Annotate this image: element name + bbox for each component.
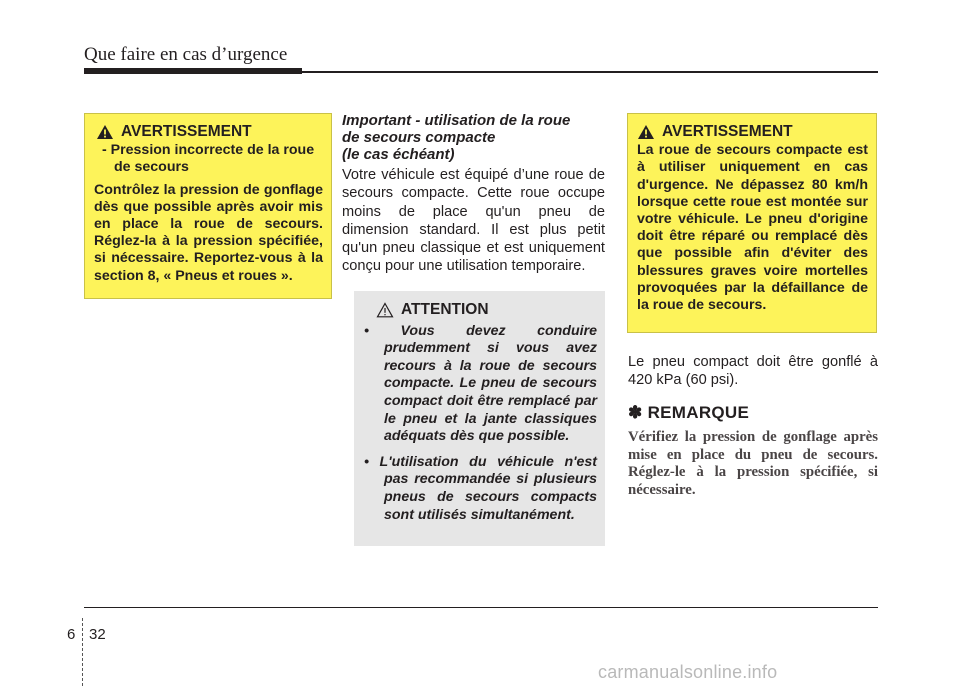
warning-triangle-icon <box>637 124 655 140</box>
header-rule-thick <box>84 68 302 74</box>
warning-heading <box>637 123 868 140</box>
heading-line: de secours compacte <box>342 129 496 146</box>
warning-box-left <box>84 113 332 299</box>
warning-body: La roue de secours compacte est à utiliser uniquement en cas d'urgence. Ne dépassez 80 km/h lorsque cette roue est montée sur votre véhicule. Le pneu d'origine doit être réparé ou remplacé dès que possible afin d'éviter des blessures graves voire mortelles provoquées par la défaillance de la roue de secours. <box>637 142 868 314</box>
section-heading <box>342 112 606 163</box>
attention-item: • Vous devez conduire prudemment si vous avez recours à la roue de secours compacte. Le pneu de secours compact doit être remplacé par le pneu et la jante classiques adéquats dès que possible. <box>364 322 597 445</box>
footer-rule <box>84 607 878 608</box>
warning-triangle-icon <box>96 124 114 140</box>
chapter-number: 6 <box>67 626 76 643</box>
footer-divider <box>82 618 84 686</box>
attention-item: • L'utilisation du véhicule n'est pas recommandée si plusieurs pneus de secours compacts sont utilisés simultanément. <box>364 453 597 523</box>
heading-line: (le cas échéant) <box>342 146 455 163</box>
warning-triangle-icon <box>376 302 394 318</box>
attention-box <box>354 291 605 546</box>
warning-heading <box>96 123 323 140</box>
attention-title: ATTENTION <box>401 301 489 318</box>
inflation-paragraph: Le pneu compact doit être gonflé à 420 kPa (60 psi). <box>628 354 878 389</box>
warning-title: AVERTISSEMENT <box>121 123 252 140</box>
warning-body: Contrôlez la pression de gonflage dès que possible après avoir mis en place la roue de secours. Réglez-la à la pression spécifiée, si nécessaire. Reportez-vous à la section 8, « Pneus et roues ». <box>94 181 323 284</box>
header-rule-thin <box>302 71 878 73</box>
note-body: Vérifiez la pression de gonflage après mise en place du pneu de secours. Réglez-le à la pression spécifiée, si nécessaire. <box>628 429 878 498</box>
heading-line: Important - utilisation de la roue <box>342 112 571 129</box>
page-header-title: Que faire en cas d’urgence <box>84 44 288 65</box>
page-number: 32 <box>89 626 106 643</box>
warning-subtitle: - Pression incorrecte de la roue de secours <box>102 142 315 176</box>
warning-title: AVERTISSEMENT <box>662 123 793 140</box>
note-heading: ✽ REMARQUE <box>628 403 750 422</box>
watermark: carmanualsonline.info <box>598 662 778 682</box>
warning-box-right <box>627 113 877 333</box>
section-paragraph: Votre véhicule est équipé d’une roue de secours compacte. Cette roue occupe moins de place qu'un pneu de dimension standard. Il est plus petit qu'un pneu classique et est uniquement conçu pour une utilisation temporaire. <box>342 167 605 275</box>
attention-heading <box>376 301 597 319</box>
